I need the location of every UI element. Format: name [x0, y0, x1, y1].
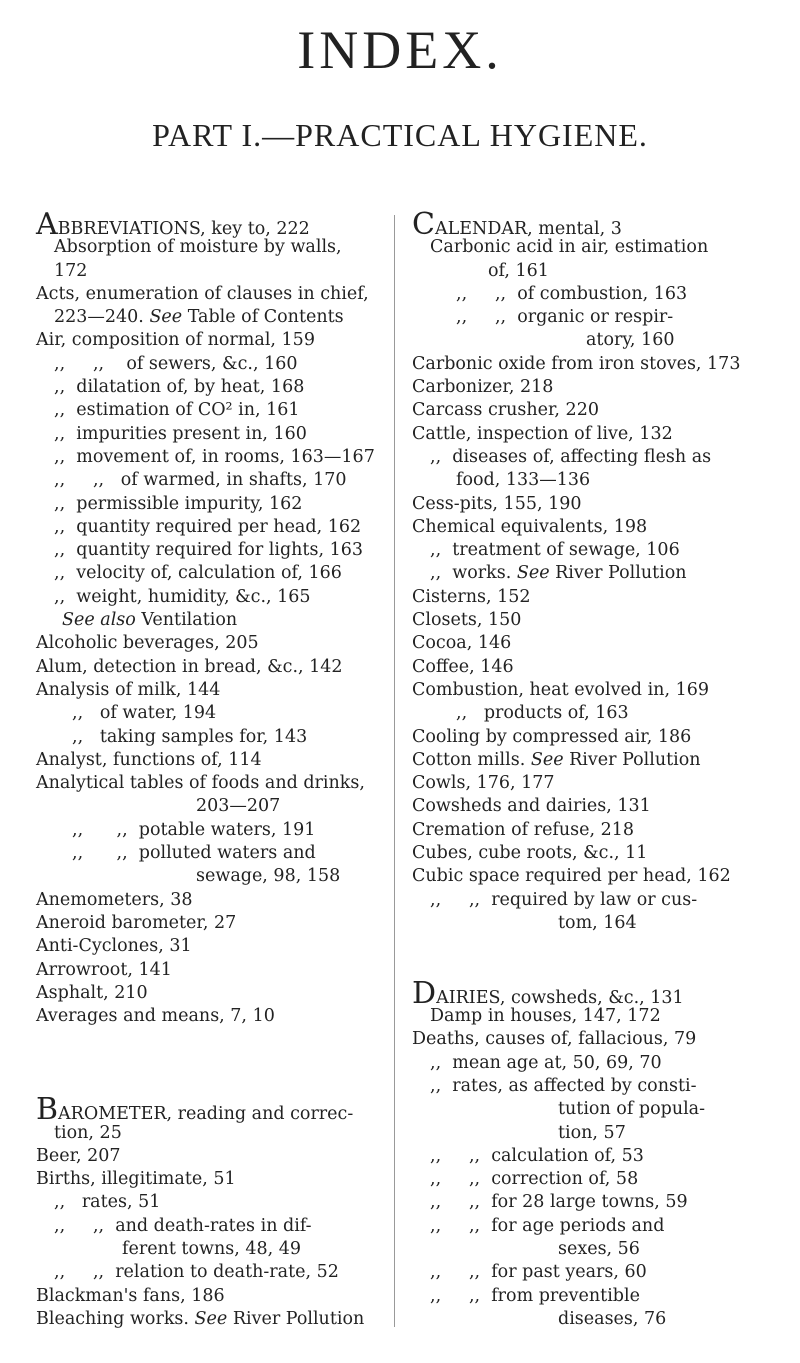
index-entry-text: ,, products of, 163	[456, 703, 629, 724]
index-entry-text: Analysis of milk, 144	[36, 679, 221, 700]
index-entry	[36, 376, 376, 399]
index-entry-text: Anti-Cyclones, 31	[36, 936, 192, 957]
index-entry-text: ferent towns, 48, 49	[122, 1239, 302, 1260]
index-entry	[412, 539, 774, 562]
index-entry-text: Cubes, cube roots, &c., 11	[412, 843, 648, 864]
index-entry-text: Analyst, functions of, 114	[36, 749, 262, 770]
index-entry-text: sewage, 98, 158	[196, 866, 341, 887]
index-entry-text: ,, ,, of sewers, &c., 160	[54, 353, 298, 374]
index-entry-text: ,, movement of, in rooms, 163—167	[54, 446, 375, 467]
index-spacer	[412, 935, 774, 958]
drop-cap-initial: B	[36, 1092, 59, 1128]
index-entry	[412, 1191, 774, 1214]
index-entry-text: ,, ,, organic or respir-	[456, 307, 674, 328]
index-entry	[412, 1075, 774, 1098]
index-entry-text: ,, ,, from preventible	[430, 1285, 640, 1306]
index-spacer	[412, 959, 774, 982]
index-entry-text: ,, ,, for past years, 60	[430, 1262, 647, 1283]
index-entry	[412, 702, 774, 725]
index-entry-text: tution of popula-	[558, 1099, 706, 1120]
index-entry-text: ,, of water, 194	[72, 703, 217, 724]
index-entry-text: Cowls, 176, 177	[412, 773, 555, 794]
index-entry-text: ,, estimation of CO² in, 161	[54, 400, 300, 421]
index-entry	[412, 306, 774, 329]
index-entry	[36, 1168, 376, 1191]
index-entry-text: tion, 57	[558, 1122, 626, 1143]
index-entry-text: ,, weight, humidity, &c., 165	[54, 586, 311, 607]
index-entry	[412, 469, 774, 492]
index-entry	[36, 469, 376, 492]
index-entry	[412, 1308, 774, 1331]
index-entry-text: ,, rates, 51	[54, 1192, 161, 1213]
index-entry	[36, 493, 376, 516]
index-entry	[412, 562, 774, 585]
index-entry-text: Damp in houses, 147, 172	[430, 1006, 661, 1027]
index-entry-text: Chemical equivalents, 198	[412, 516, 648, 537]
index-entry	[36, 399, 376, 422]
index-entry	[36, 702, 376, 725]
index-entry	[36, 842, 376, 865]
index-entry-text: Blackman's fans, 186	[36, 1285, 225, 1306]
index-entry-text: See also Ventilation	[62, 610, 238, 631]
index-entry	[412, 516, 774, 539]
index-entry-text: Carbonizer, 218	[412, 377, 554, 398]
index-entry	[36, 749, 376, 772]
index-entry	[36, 1261, 376, 1284]
index-entry	[412, 446, 774, 469]
index-entry	[36, 889, 376, 912]
index-entry-text: Asphalt, 210	[36, 982, 148, 1003]
index-entry	[412, 1145, 774, 1168]
index-entry-text: ,, ,, correction of, 58	[430, 1169, 639, 1190]
index-entry-text: Anemometers, 38	[36, 889, 193, 910]
index-entry-text: atory, 160	[586, 330, 675, 351]
index-entry-text: Cattle, inspection of live, 132	[412, 423, 673, 444]
index-entry	[412, 283, 774, 306]
index-entry-text: Births, illegitimate, 51	[36, 1169, 236, 1190]
index-entry-text: ,, ,, calculation of, 53	[430, 1145, 644, 1166]
column-divider	[394, 215, 395, 1327]
index-entry-text: Closets, 150	[412, 610, 522, 631]
index-entry-text: AROMETER, reading and correc-	[58, 1104, 354, 1125]
index-spacer	[36, 1075, 376, 1098]
index-entry-text: ALENDAR, mental, 3	[434, 219, 622, 239]
index-entry-text: 223—240. See Table of Contents	[54, 307, 344, 328]
drop-cap-initial: C	[412, 207, 435, 242]
index-entry	[412, 795, 774, 818]
index-entry	[412, 423, 774, 446]
index-entry	[412, 1168, 774, 1191]
index-entry-text: ,, rates, as affected by consti-	[430, 1075, 697, 1096]
index-entry-text: Coffee, 146	[412, 656, 514, 677]
index-entry	[412, 609, 774, 632]
index-entry	[412, 329, 774, 352]
index-entry-text: ,, ,, and death-rates in dif-	[54, 1215, 312, 1236]
index-entry-text: ,, ,, required by law or cus-	[430, 889, 698, 910]
index-entry-text: ,, ,, for age periods and	[430, 1215, 665, 1236]
index-entry-text: Carcass crusher, 220	[412, 400, 599, 421]
index-entry-text: Aneroid barometer, 27	[36, 912, 237, 933]
index-entry-text: ,, ,, relation to death-rate, 52	[54, 1262, 339, 1283]
index-entry	[412, 1028, 774, 1051]
index-entry	[36, 865, 376, 888]
index-entry	[36, 982, 376, 1005]
index-entry-text: Cess-pits, 155, 190	[412, 493, 582, 514]
drop-cap-initial: A	[36, 207, 58, 242]
index-entry-text: ,, taking samples for, 143	[72, 726, 308, 747]
index-entry	[36, 353, 376, 376]
index-entry	[36, 679, 376, 702]
index-entry-text: Cowsheds and dairies, 131	[412, 796, 651, 817]
index-entry	[36, 1285, 376, 1308]
index-entry	[412, 772, 774, 795]
index-entry	[36, 772, 376, 795]
index-letter-heading	[36, 207, 376, 242]
index-entry	[36, 912, 376, 935]
index-entry	[36, 935, 376, 958]
index-entry	[36, 539, 376, 562]
index-entry-text: ,, mean age at, 50, 69, 70	[430, 1052, 662, 1073]
index-entry-text: Carbonic oxide from iron stoves, 173	[412, 353, 741, 374]
index-entry-text: ,, diseases of, affecting flesh as	[430, 446, 712, 467]
index-entry-text: Analytical tables of foods and drinks,	[36, 773, 365, 794]
index-entry-text: diseases, 76	[558, 1308, 667, 1329]
index-entry-text: Combustion, heat evolved in, 169	[412, 679, 709, 700]
index-entry	[36, 562, 376, 585]
index-entry-text: tom, 164	[558, 912, 637, 933]
index-entry-text: 172	[54, 260, 88, 281]
index-entry	[36, 609, 376, 632]
index-entry	[412, 889, 774, 912]
index-entry	[36, 1122, 376, 1145]
index-entry-text: ,, ,, for 28 large towns, 59	[430, 1192, 688, 1213]
index-entry	[412, 749, 774, 772]
index-entry	[36, 959, 376, 982]
index-entry-text: tion, 25	[54, 1122, 122, 1143]
index-entry	[412, 376, 774, 399]
index-entry-text: ,, treatment of sewage, 106	[430, 540, 680, 561]
drop-cap-initial: D	[412, 975, 437, 1011]
index-entry	[412, 1238, 774, 1261]
index-entry-text: Bleaching works. See River Pollution	[36, 1308, 365, 1329]
index-entry	[412, 1285, 774, 1308]
index-entry-text: Beer, 207	[36, 1145, 121, 1166]
index-entry-text: ,, works. See River Pollution	[430, 563, 687, 584]
index-entry	[36, 1191, 376, 1214]
index-entry-text: Alum, detection in bread, &c., 142	[36, 656, 343, 677]
index-entry-text: 203—207	[196, 796, 281, 817]
index-spacer	[36, 1028, 376, 1051]
index-entry-text: ,, ,, of warmed, in shafts, 170	[54, 470, 347, 491]
index-entry	[36, 1005, 376, 1028]
index-entry-text: ,, dilatation of, by heat, 168	[54, 377, 305, 398]
index-entry	[36, 236, 376, 259]
index-entry	[36, 795, 376, 818]
index-entry-text: Cremation of refuse, 218	[412, 819, 635, 840]
index-entry	[412, 586, 774, 609]
index-entry-text: AIRIES, cowsheds, &c., 131	[436, 987, 684, 1008]
index-entry-text: of, 161	[488, 260, 549, 281]
index-entry	[412, 632, 774, 655]
index-entry	[412, 726, 774, 749]
index-entry	[36, 656, 376, 679]
index-entry	[412, 399, 774, 422]
index-entry-text: Cooling by compressed air, 186	[412, 726, 692, 747]
index-entry	[36, 586, 376, 609]
index-entry-text: Averages and means, 7, 10	[36, 1006, 275, 1027]
index-letter-heading	[36, 1092, 376, 1128]
index-entry	[36, 306, 376, 329]
index-entry	[412, 865, 774, 888]
index-column-left	[36, 207, 376, 1331]
index-entry-text: ,, quantity required per head, 162	[54, 516, 362, 537]
page-subtitle: PART I.—PRACTICAL HYGIENE.	[152, 117, 648, 153]
index-entry	[36, 1308, 376, 1331]
index-letter-heading	[412, 207, 774, 242]
index-entry	[412, 493, 774, 516]
index-entry	[36, 329, 376, 352]
index-entry	[412, 842, 774, 865]
index-entry-text: ,, permissible impurity, 162	[54, 493, 303, 514]
index-column-right	[412, 207, 774, 1331]
index-entry	[412, 1122, 774, 1145]
index-entry-text: BBREVIATIONS, key to, 222	[57, 219, 310, 239]
index-entry-text: Cotton mills. See River Pollution	[412, 749, 701, 770]
index-entry	[412, 353, 774, 376]
index-entry	[412, 1005, 774, 1028]
index-entry	[412, 656, 774, 679]
index-entry-text: Cocoa, 146	[412, 633, 512, 654]
index-entry-text: Deaths, causes of, fallacious, 79	[412, 1029, 697, 1050]
index-entry	[412, 1261, 774, 1284]
index-entry-text: food, 133—136	[456, 470, 591, 491]
index-letter-heading	[412, 975, 774, 1011]
index-spacer	[36, 1052, 376, 1075]
index-entry	[412, 819, 774, 842]
index-entry-text: ,, quantity required for lights, 163	[54, 540, 363, 561]
index-entry	[36, 283, 376, 306]
index-entry	[36, 726, 376, 749]
index-entry	[412, 260, 774, 283]
index-entry-text: Acts, enumeration of clauses in chief,	[36, 283, 369, 304]
index-entry	[36, 819, 376, 842]
index-entry	[412, 912, 774, 935]
index-entry-text: Air, composition of normal, 159	[36, 330, 315, 351]
index-entry-text: ,, velocity of, calculation of, 166	[54, 563, 342, 584]
index-entry	[412, 1215, 774, 1238]
index-entry	[36, 1215, 376, 1238]
index-entry-text: ,, ,, of combustion, 163	[456, 283, 688, 304]
page-title: INDEX.	[297, 20, 503, 80]
index-entry-text: Arrowroot, 141	[36, 959, 172, 980]
index-entry	[412, 679, 774, 702]
index-entry	[412, 1098, 774, 1121]
index-entry	[412, 236, 774, 259]
index-entry-text: sexes, 56	[558, 1239, 640, 1260]
index-entry-text: Carbonic acid in air, estimation	[430, 237, 709, 258]
index-entry	[36, 632, 376, 655]
index-entry	[412, 1052, 774, 1075]
index-entry	[36, 1145, 376, 1168]
index-entry-text: Absorption of moisture by walls,	[54, 237, 342, 258]
index-entry	[36, 446, 376, 469]
index-entry-text: ,, ,, potable waters, 191	[72, 819, 316, 840]
index-entry	[36, 1238, 376, 1261]
index-entry-text: ,, ,, polluted waters and	[72, 843, 316, 864]
index-entry-text: Alcoholic beverages, 205	[36, 633, 259, 654]
index-entry-text: ,, impurities present in, 160	[54, 423, 307, 444]
index-entry-text: Cubic space required per head, 162	[412, 866, 731, 887]
index-entry	[36, 516, 376, 539]
index-entry	[36, 260, 376, 283]
index-entry	[36, 423, 376, 446]
index-entry-text: Cisterns, 152	[412, 586, 531, 607]
